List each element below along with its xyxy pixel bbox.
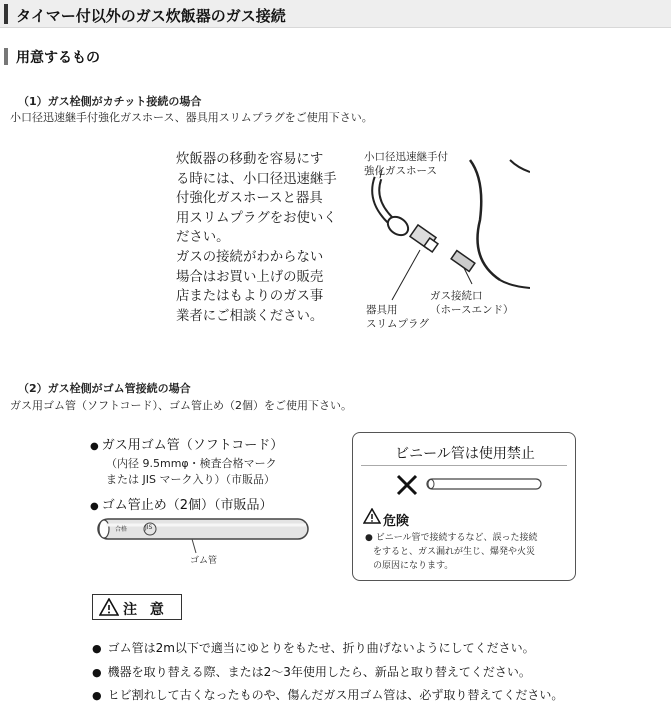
- hose-label: [364, 150, 448, 178]
- rubber-hose-label: ガス用ゴム管（ソフトコード）: [101, 438, 284, 453]
- page-title: タイマー付以外のガス炊飯器のガス接続: [16, 7, 286, 25]
- caution-item: [92, 639, 535, 656]
- vinyl-warning-box: [352, 432, 576, 581]
- danger-label: 危険: [383, 514, 410, 529]
- caution-label: 注 意: [123, 602, 168, 618]
- paragraph-line: 業者にご相談ください。: [176, 308, 324, 324]
- paragraph-line: 付強化ガスホースと器具: [176, 191, 323, 207]
- caution-item: [92, 686, 563, 703]
- hose-label-line: 小口径迅速継手付: [364, 151, 448, 163]
- tube-label: ゴム管: [190, 556, 218, 566]
- section-accent-bar: [4, 48, 8, 65]
- paragraph-line: 場合はお買い上げの販売: [176, 269, 324, 285]
- section1-title: （1）ガス栓側がカチット接続の場合: [18, 95, 202, 108]
- caution-item-text: 機器を取り替える際、または2〜3年使用したら、新品と取り替えてください。: [107, 665, 531, 679]
- section1-paragraph: [176, 150, 358, 326]
- caution-heading: [92, 594, 182, 620]
- paragraph-line: 用スリムプラグをお使いく: [176, 210, 337, 226]
- bullet-icon: ●: [92, 666, 102, 679]
- caution-item-text: ヒビ割れして古くなったものや、傷んだガス用ゴム管は、必ず取り替えてください。: [107, 688, 564, 702]
- section2-desc: ガス用ゴム管（ソフトコード）、ゴム管止め（2個）をご使用下さい。: [10, 399, 353, 412]
- rubber-hose-item: [90, 434, 283, 453]
- section-header: [0, 46, 671, 66]
- bullet-icon: ●: [90, 441, 99, 452]
- rubber-hose-spec: または JIS マーク入り）（市販品）: [106, 473, 275, 486]
- divider: [361, 465, 567, 466]
- inlet-label-line: ガス接続口: [430, 290, 483, 302]
- warning-triangle-icon: [363, 508, 381, 524]
- inlet-label: [430, 289, 513, 317]
- paragraph-line: ださい。: [176, 230, 230, 246]
- danger-text-line: ● ビニール管で接続するなど、誤った接続: [365, 533, 538, 543]
- paragraph-line: る時には、小口径迅速継手: [176, 171, 337, 187]
- page-header: [0, 0, 671, 28]
- vinyl-warning-title: ビニール管は使用禁止: [395, 446, 535, 462]
- bullet-icon: ●: [90, 501, 99, 512]
- bullet-icon: ●: [92, 642, 102, 655]
- bullet-icon: ●: [92, 689, 102, 702]
- plug-label: [366, 303, 429, 331]
- tube-mark-pass: 合格: [115, 526, 128, 533]
- danger-text-line: の原因になります。: [373, 561, 454, 571]
- inlet-label-line: （ホースエンド）: [430, 304, 514, 316]
- rubber-hose-spec: （内径 9.5mmφ・検査合格マーク: [106, 457, 277, 470]
- section2-title: （2）ガス栓側がゴム管接続の場合: [18, 382, 191, 395]
- caution-item-text: ゴム管は2m以下で適当にゆとりをもたせ、折り曲げないようにしてください。: [107, 641, 535, 655]
- danger-text-line: をすると、ガス漏れが生じ、爆発や火災: [373, 547, 536, 557]
- danger-text: [365, 531, 538, 573]
- paragraph-line: ガスの接続がわからない: [176, 249, 324, 265]
- paragraph-line: 炊飯器の移動を容易にす: [176, 152, 324, 167]
- caution-item: [92, 663, 531, 680]
- warning-triangle-icon: [99, 598, 119, 616]
- paragraph-line: 店またはもよりのガス事: [176, 289, 324, 305]
- header-accent-bar: [4, 4, 8, 24]
- x-mark-icon: [395, 473, 419, 497]
- section1-desc: 小口径迅速継手付強化ガスホース、器具用スリムプラグをご使用下さい。: [10, 111, 373, 124]
- vinyl-tube-illustration: [425, 477, 545, 491]
- section-title: 用意するもの: [16, 50, 100, 66]
- hose-label-line: 強化ガスホース: [364, 165, 437, 177]
- hose-clamp-label: ゴム管止め（2個）（市販品）: [101, 498, 273, 513]
- hose-clamp-item: [90, 494, 273, 513]
- plug-label-line: 器具用: [366, 304, 398, 316]
- plug-label-line: スリムプラグ: [366, 318, 429, 330]
- tube-mark-jis: JIS: [145, 524, 153, 531]
